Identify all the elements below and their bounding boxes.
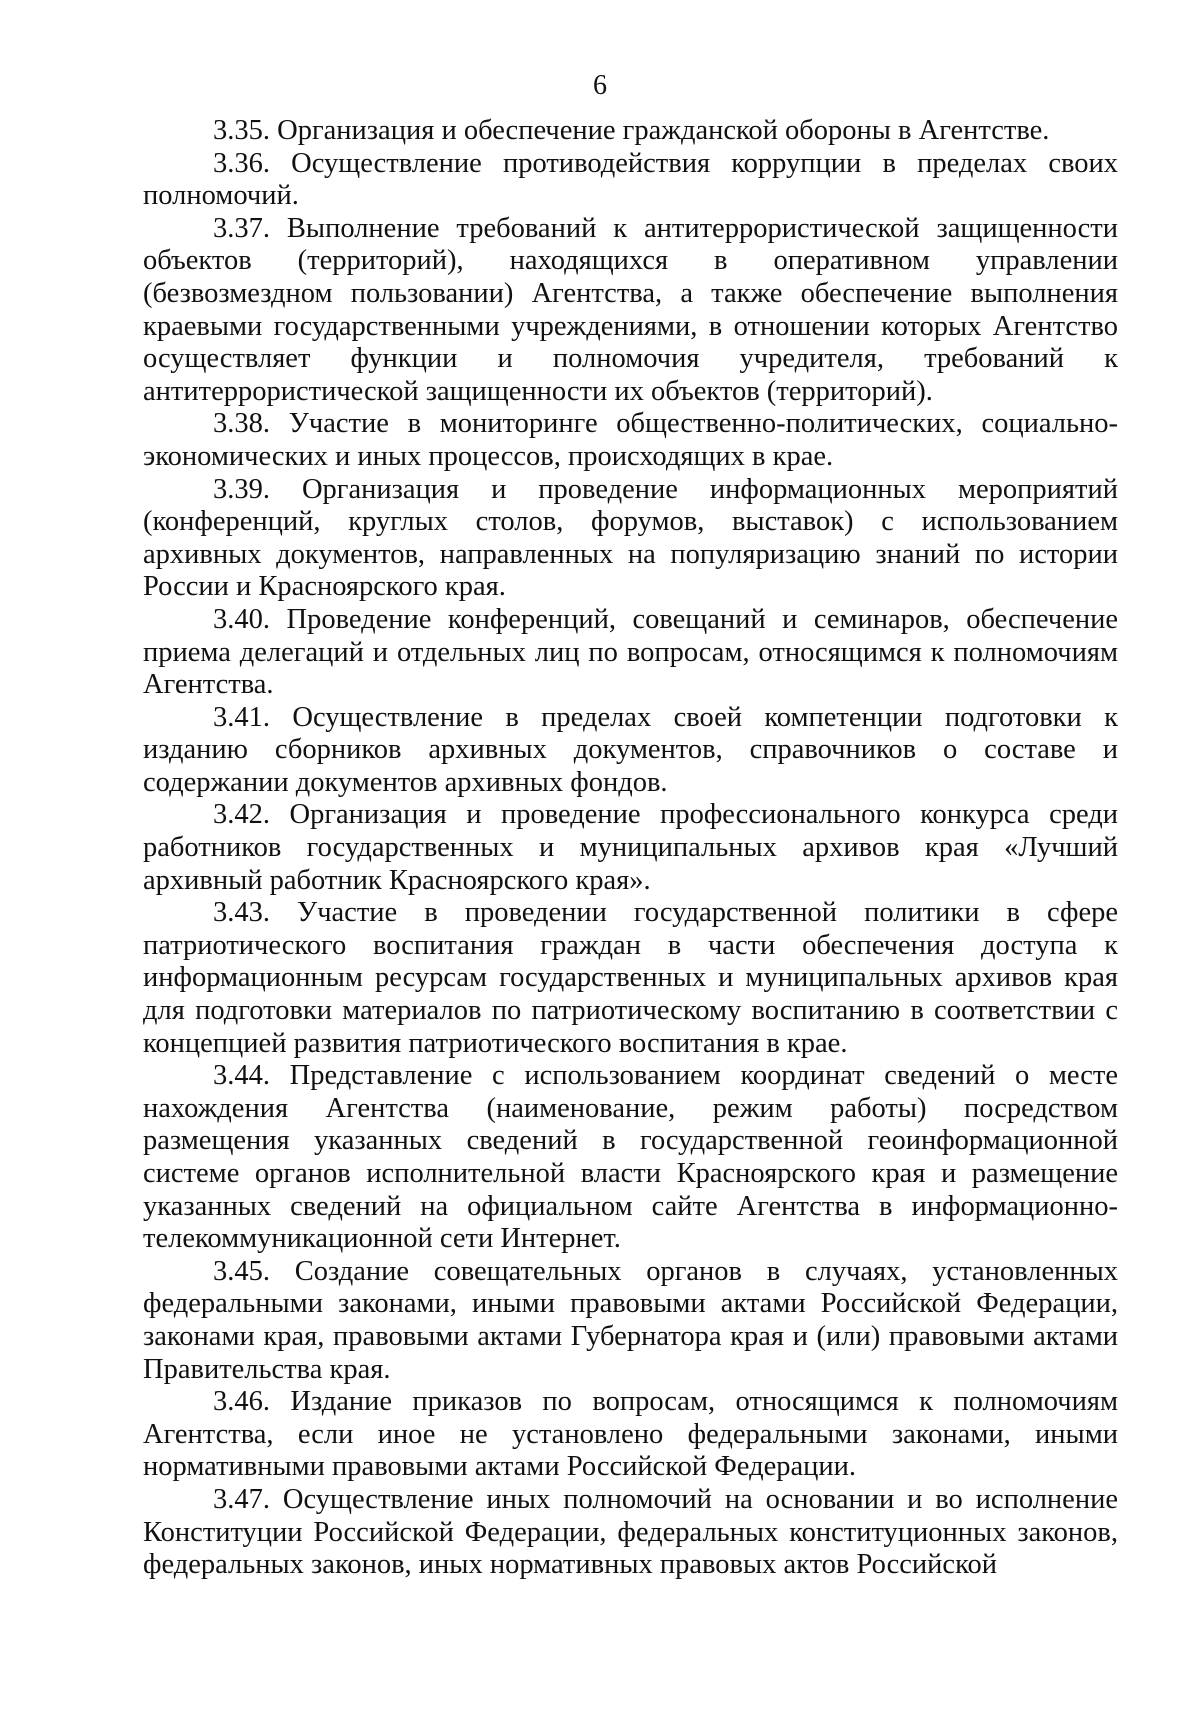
- paragraph-3-42: 3.42. Организация и проведение профессионального конкурса среди работников государственных и муниципальных архивов края «Лучший архивный работник Красноярского края».: [143, 799, 1118, 896]
- document-body: [143, 115, 1118, 1582]
- paragraph-3-41: 3.41. Осуществление в пределах своей компетенции подготовки к изданию сборников архивных документов, справочников о составе и содержании документов архивных фондов.: [143, 701, 1118, 798]
- paragraph-3-36: 3.36. Осуществление противодействия коррупции в пределах своих полномочий.: [143, 147, 1118, 212]
- paragraph-3-40: 3.40. Проведение конференций, совещаний и семинаров, обеспечение приема делегаций и отдельных лиц по вопросам, относящимся к полномочиям Агентства.: [143, 603, 1118, 701]
- paragraph-3-38: 3.38. Участие в мониторинге общественно-политических, социально-экономических и иных процессов, происходящих в крае.: [143, 408, 1118, 472]
- paragraph-3-35: 3.35. Организация и обеспечение гражданской обороны в Агентстве.: [213, 115, 1050, 146]
- paragraph-3-46: 3.46. Издание приказов по вопросам, относящимся к полномочиям Агентства, если иное не установлено федеральными законами, иными нормативными правовыми актами Российской Федерации.: [143, 1386, 1118, 1483]
- paragraph-3-47: 3.47. Осуществление иных полномочий на основании и во исполнение Конституции Российской Федерации, федеральных конституционных законов, федеральных законов, иных нормативных правовых актов Российской: [143, 1483, 1118, 1581]
- paragraph-3-37: 3.37. Выполнение требований к антитеррористической защищенности объектов (территорий), находящихся в оперативном управлении (безвозмездном пользовании) Агентства, а также обеспечение выполнения краевыми государственными учреждениями, в отношении которых Агентство осуществляет функции и полномочия учредителя, требований к антитеррористической защищенности их объектов (территорий).: [143, 212, 1118, 407]
- paragraph-3-44: 3.44. Представление с использованием координат сведений о месте нахождения Агентства (наименование, режим работы) посредством размещения указанных сведений в государственной геоинформационной системе органов исполнительной власти Красноярского края и размещение указанных сведений на официальном сайте Агентства в информационно-телекоммуникационной сети Интернет.: [143, 1060, 1118, 1255]
- paragraph-3-45: 3.45. Создание совещательных органов в случаях, установленных федеральными законами, иными правовыми актами Российской Федерации, законами края, правовыми актами Губернатора края и (или) правовыми актами Правительства края.: [143, 1255, 1118, 1385]
- page-number: 6: [593, 70, 607, 101]
- paragraph-3-39: 3.39. Организация и проведение информационных мероприятий (конференций, круглых столов, форумов, выставок) с использованием архивных документов, направленных на популяризацию знаний по истории России и Красноярского края.: [143, 473, 1118, 603]
- paragraph-3-43: 3.43. Участие в проведении государственной политики в сфере патриотического воспитания граждан в части обеспечения доступа к информационным ресурсам государственных и муниципальных архивов края для подготовки материалов по патриотическому воспитанию в соответствии с концепцией развития патриотического воспитания в крае.: [143, 897, 1118, 1059]
